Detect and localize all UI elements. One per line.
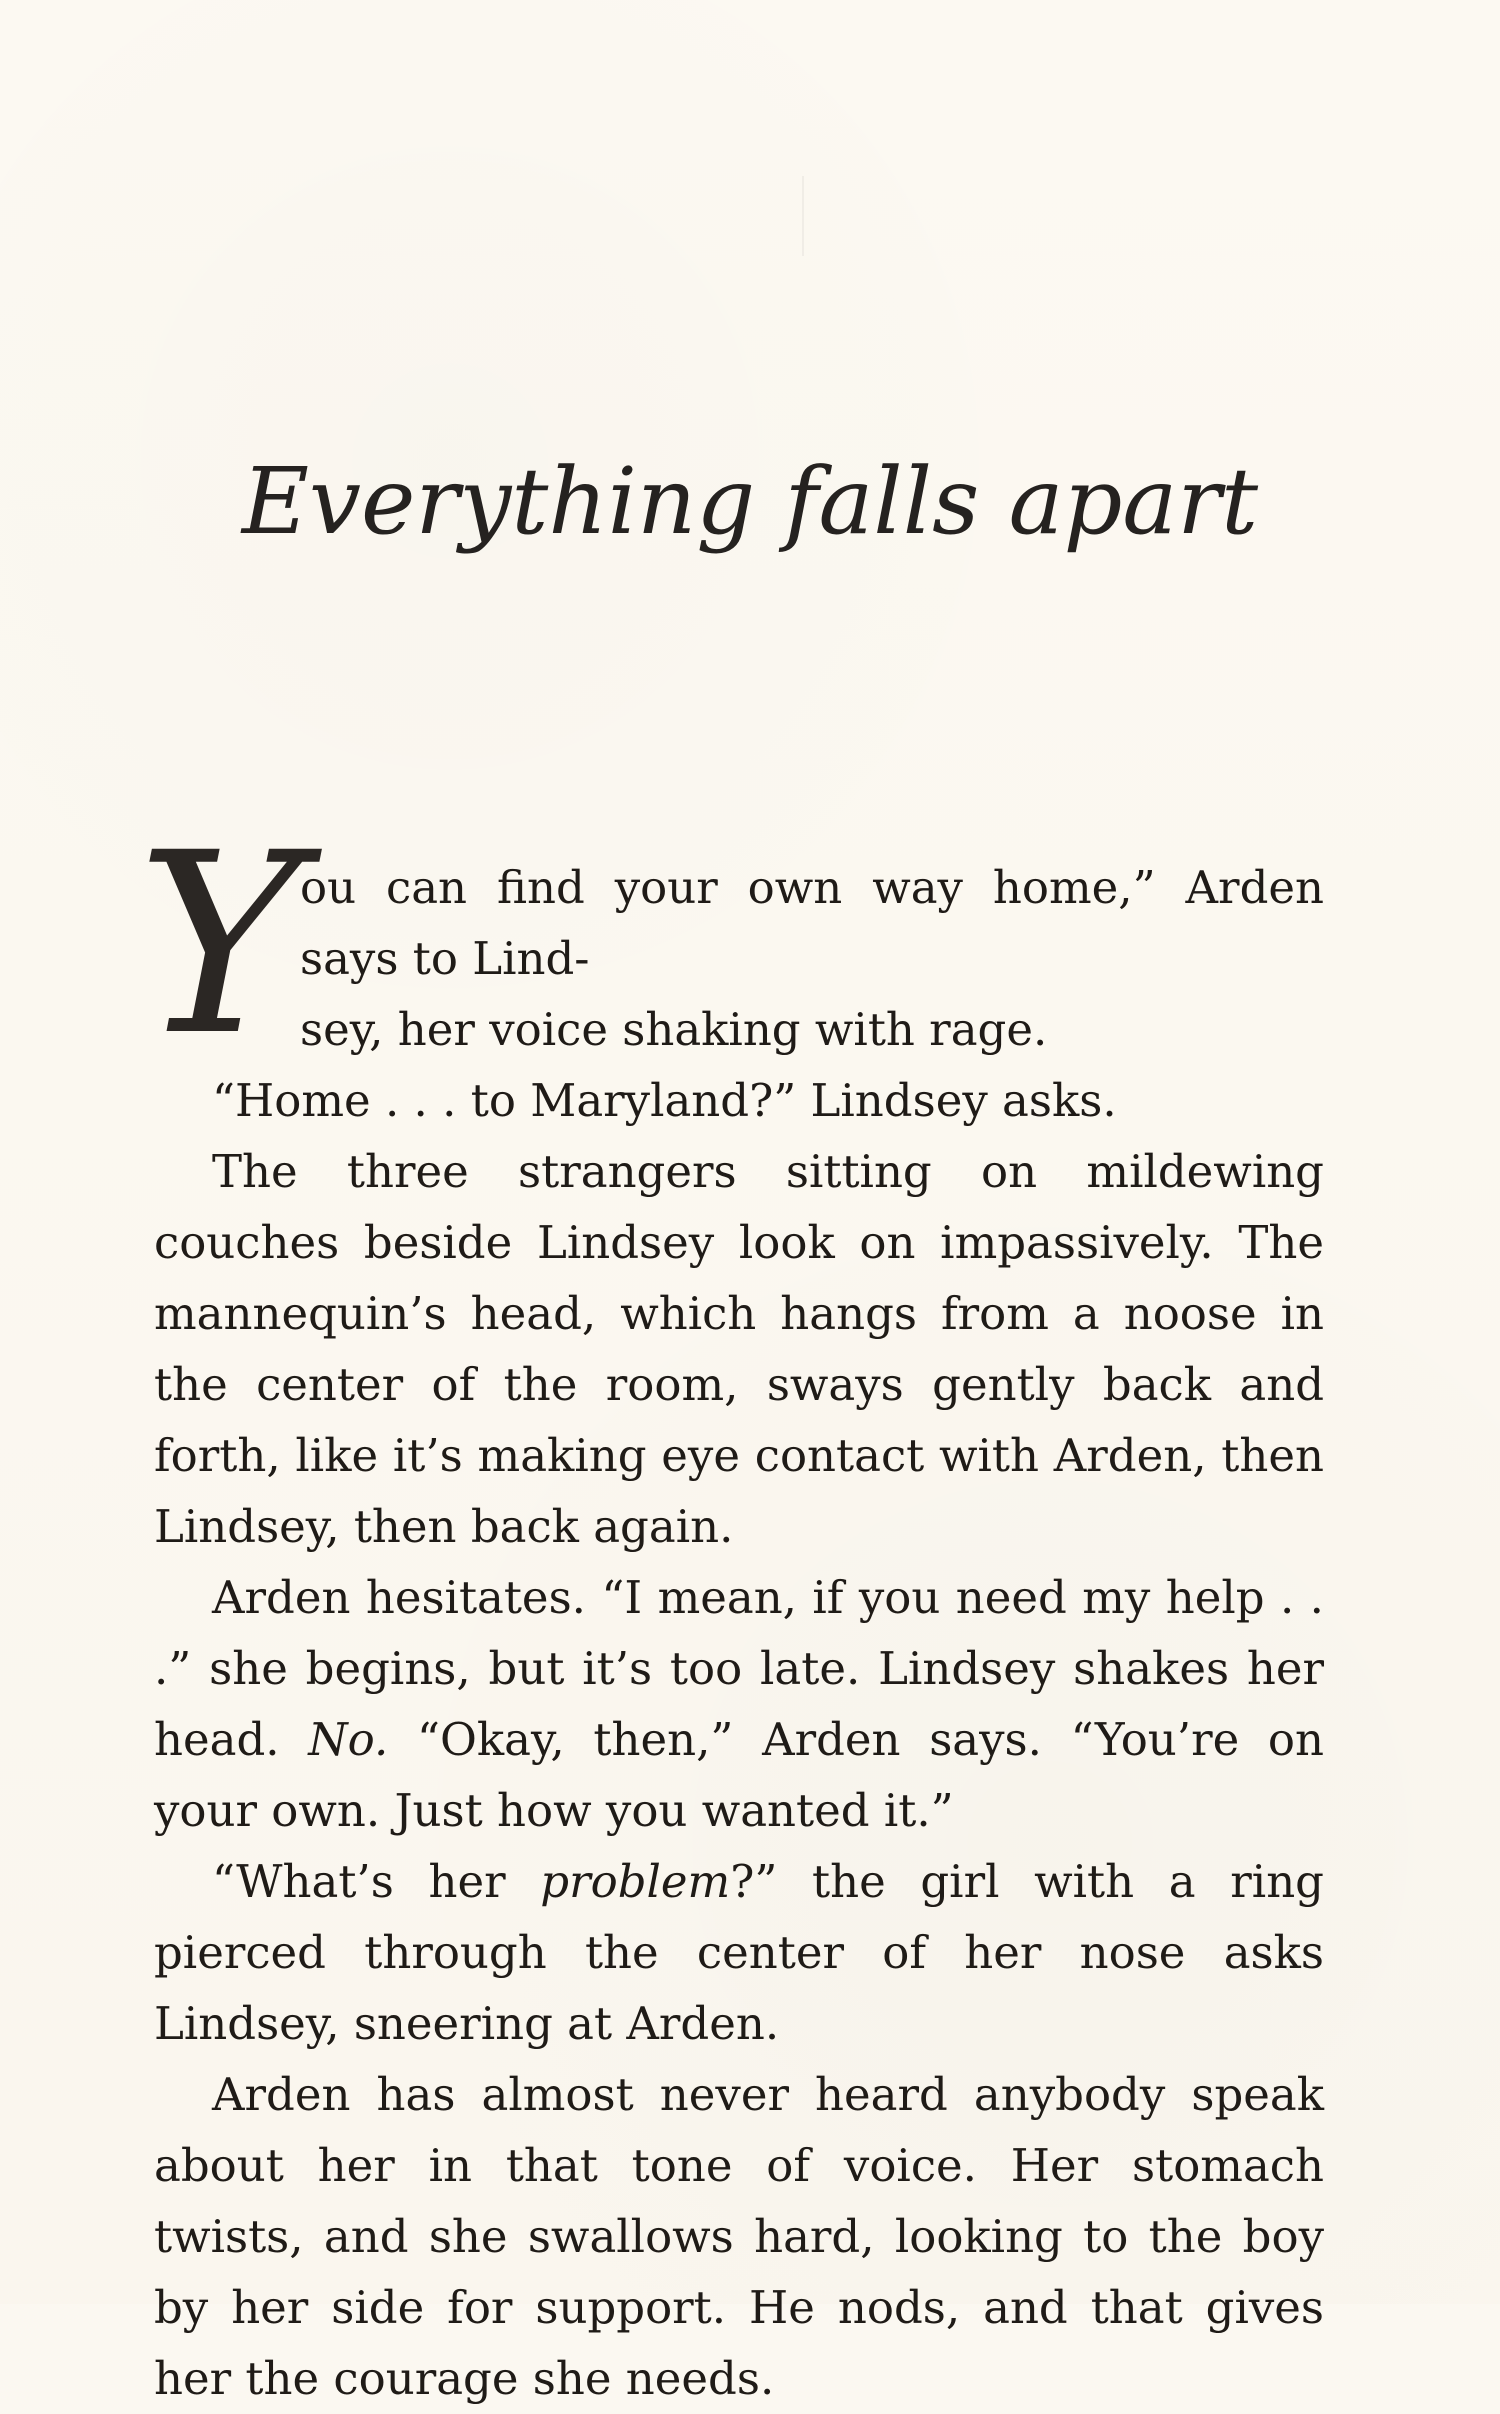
- paragraph-5-text-a: “What’s her: [212, 1855, 541, 1908]
- paragraph-5-emphasis: problem: [540, 1855, 731, 1908]
- paragraph-6: Arden has almost never heard anybody speak about her in that tone of voice. Her stomach twists, and she swallows hard, looking to the boy by her side for support. He nods, and that gives her the courage she needs.: [154, 2068, 1324, 2405]
- paragraph-1: [154, 852, 1324, 1065]
- paragraph-4-emphasis: No.: [308, 1713, 389, 1766]
- paragraph-5: [154, 1846, 1324, 2059]
- chapter-text: [154, 852, 1324, 2414]
- page-speck: [802, 176, 804, 256]
- paragraph-1-line-1: ou can find your own way home,” Arden says to Lind-: [300, 861, 1324, 985]
- paragraph-5-text-b: ?” the girl with a ring pierced through the center of her nose asks Lindsey, sneering at Arden.: [154, 1855, 1324, 2050]
- paragraph-4-text-b: “Okay, then,” Arden says. “You’re on your own. Just how you wanted it.”: [154, 1713, 1325, 1837]
- chapter-title: Everything falls apart: [241, 448, 1259, 555]
- paragraph-3: The three strangers sitting on mildewing couches beside Lindsey look on impassively. The mannequin’s head, which hangs from a noose in the center of the room, sways gently back and forth, like it’s making eye contact with Arden, then Lindsey, then back again.: [154, 1145, 1324, 1553]
- paragraph-2: “Home . . . to Maryland?” Lindsey asks.: [212, 1074, 1117, 1127]
- paragraph-4: [154, 1562, 1324, 1846]
- paragraph-1-line-2: sey, her voice shaking with rage.: [300, 1003, 1048, 1056]
- paragraph-4-text-a: Arden hesitates. “I mean, if you need my help . . .” she begins, but it’s too late. Lindsey shakes her head.: [154, 1571, 1324, 1766]
- drop-cap: Y: [137, 799, 303, 1090]
